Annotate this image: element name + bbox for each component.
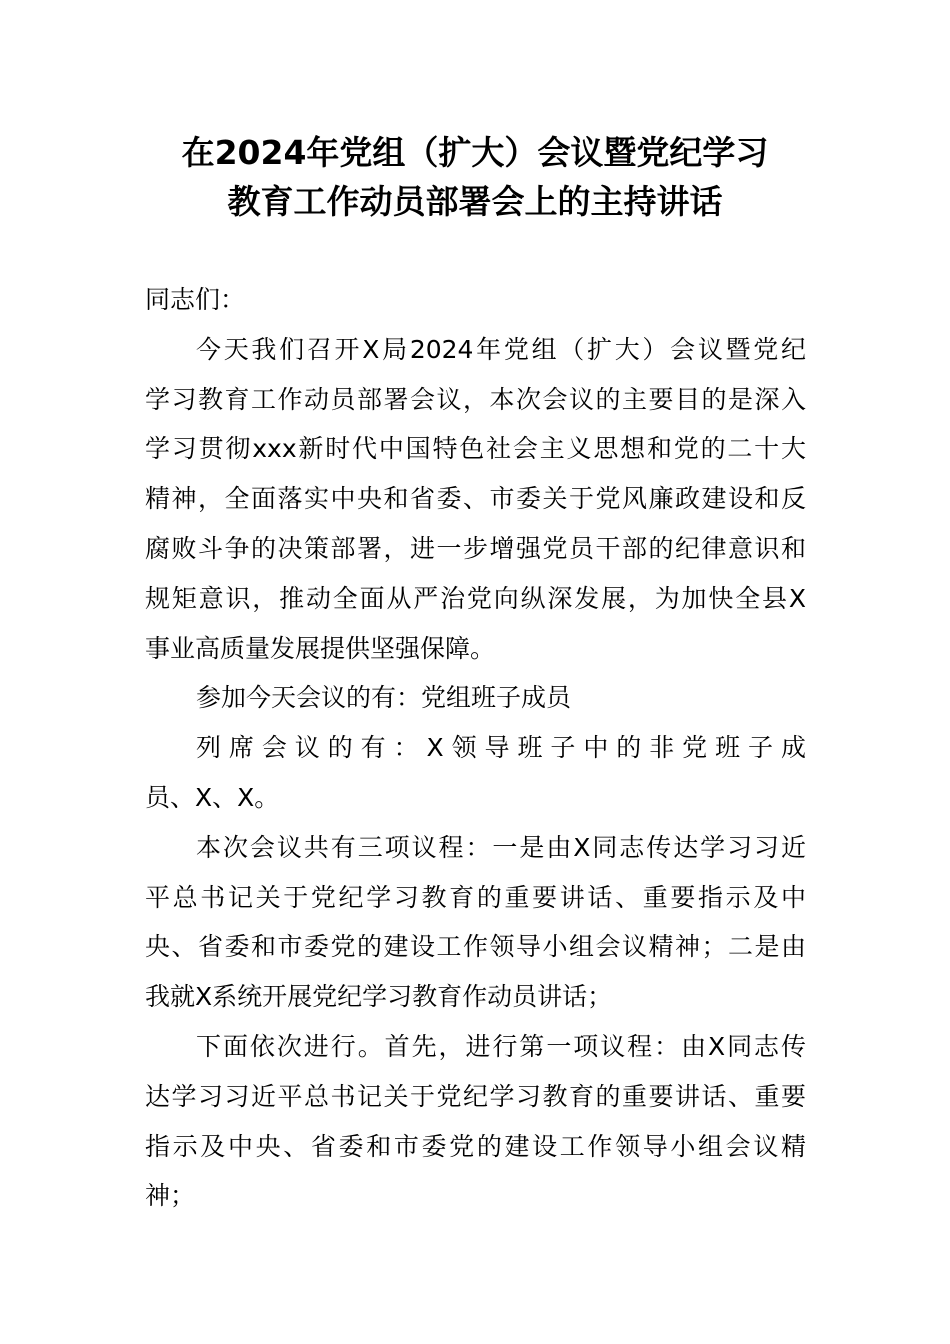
title-line-2: 教育工作动员部署会上的主持讲话 bbox=[227, 182, 723, 221]
title-line-1: 在2024年党组（扩大）会议暨党纪学习 bbox=[181, 133, 769, 172]
text-line: 神； bbox=[145, 1181, 196, 1211]
document-body bbox=[145, 275, 806, 1221]
text-line: 本次会议共有三项议程：一是由X同志传达学习习近 bbox=[196, 832, 806, 862]
text-line: 员、X、X。 bbox=[145, 782, 280, 812]
text-line: 央、省委和市委党的建设工作领导小组会议精神；二是由 bbox=[145, 932, 806, 962]
text-line: 平总书记关于党纪学习教育的重要讲话、重要指示及中 bbox=[145, 882, 806, 912]
text-line: 学习教育工作动员部署会议，本次会议的主要目的是深入 bbox=[145, 384, 806, 414]
text-line: 精神，全面落实中央和省委、市委关于党风廉政建设和反 bbox=[145, 484, 806, 514]
text-line: 下面依次进行。首先，进行第一项议程：由X同志传 bbox=[196, 1031, 806, 1061]
document-title bbox=[0, 128, 950, 226]
text-line: 今天我们召开X局2024年党组（扩大）会议暨党纪 bbox=[196, 334, 806, 364]
text-line: 事业高质量发展提供坚强保障。 bbox=[145, 633, 496, 663]
text-line: 学习贯彻xxx新时代中国特色社会主义思想和党的二十大 bbox=[145, 434, 806, 464]
text-line: 腐败斗争的决策部署，进一步增强党员干部的纪律意识和 bbox=[145, 533, 806, 563]
text-line: 参加今天会议的有：党组班子成员 bbox=[196, 683, 572, 713]
text-line: 达学习习近平总书记关于党纪学习教育的重要讲话、重要 bbox=[145, 1081, 806, 1111]
text-line: 列席会议的有：X领导班子中的非党班子成 bbox=[196, 733, 806, 763]
text-line: 指示及中央、省委和市委党的建设工作领导小组会议精 bbox=[145, 1131, 806, 1161]
text-line: 我就X系统开展党纪学习教育作动员讲话； bbox=[145, 982, 613, 1012]
text-line: 规矩意识，推动全面从严治党向纵深发展，为加快全县X bbox=[145, 583, 806, 613]
text-line: 同志们： bbox=[145, 285, 246, 314]
